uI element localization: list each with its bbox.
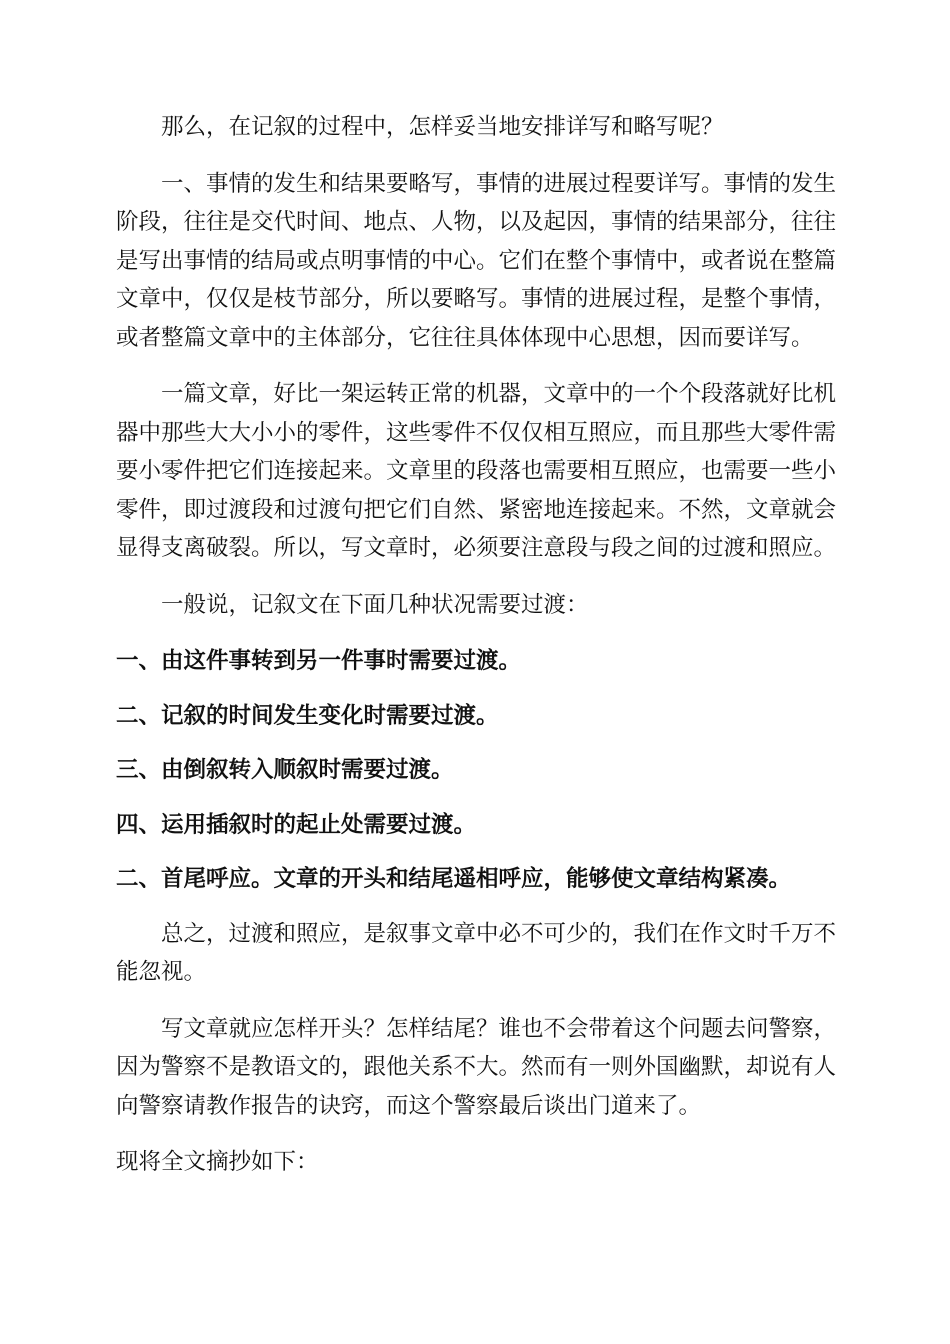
paragraph-summary: 总之，过渡和照应，是叙事文章中必不可少的，我们在作文时千万不能忽视。 <box>116 920 837 985</box>
heading-echo: 二、首尾呼应。文章的开头和结尾遥相呼应，能够使文章结构紧凑。 <box>116 866 792 892</box>
list-item-transition-3: 三、由倒叙转入顺叙时需要过渡。 <box>116 757 454 783</box>
paragraph-detail-brief: 一、事情的发生和结果要略写，事情的进展过程要详写。事情的发生阶段，往往是交代时间、地点、人物，以及起因，事情的结果部分，往往是写出事情的结局或点明事情的中心。它们在整个事情中，或者说在整篇文章中，仅仅是枝节部分，所以要略写。事情的进展过程，是整个事情，或者整篇文章中的主体部分，它往往具体体现中心思想，因而要详写。 <box>116 170 837 351</box>
paragraph-machine-analogy: 一篇文章，好比一架运转正常的机器，文章中的一个个段落就好比机器中那些大大小小的零件，这些零件不仅仅相互照应，而且那些大零件需要小零件把它们连接起来。文章里的段落也需要相互照应，也需要一些小零件，即过渡段和过渡句把它们自然、紧密地连接起来。不然，文章就会显得支离破裂。所以，写文章时，必须要注意段与段之间的过渡和照应。 <box>116 381 837 561</box>
document-body <box>116 108 836 1200</box>
list-item-transition-4: 四、运用插叙时的起止处需要过渡。 <box>116 811 477 838</box>
list-item-transition-2: 二、记叙的时间发生变化时需要过渡。 <box>116 702 499 729</box>
paragraph-intro-question: 那么，在记叙的过程中，怎样妥当地安排详写和略写呢？ <box>161 114 724 140</box>
list-item-transition-1: 一、由这件事转到另一件事时需要过渡。 <box>116 648 522 674</box>
paragraph-excerpt-intro: 现将全文摘抄如下： <box>116 1149 319 1175</box>
paragraph-police-humor: 写文章就应怎样开头？怎样结尾？谁也不会带着这个问题去问警察，因为警察不是教语文的，跟他关系不大。然而有一则外国幽默，却说有人向警察请教作报告的诀窍，而这个警察最后谈出门道来了。 <box>116 1015 837 1119</box>
paragraph-transition-cases: 一般说，记叙文在下面几种状况需要过渡： <box>161 591 589 618</box>
